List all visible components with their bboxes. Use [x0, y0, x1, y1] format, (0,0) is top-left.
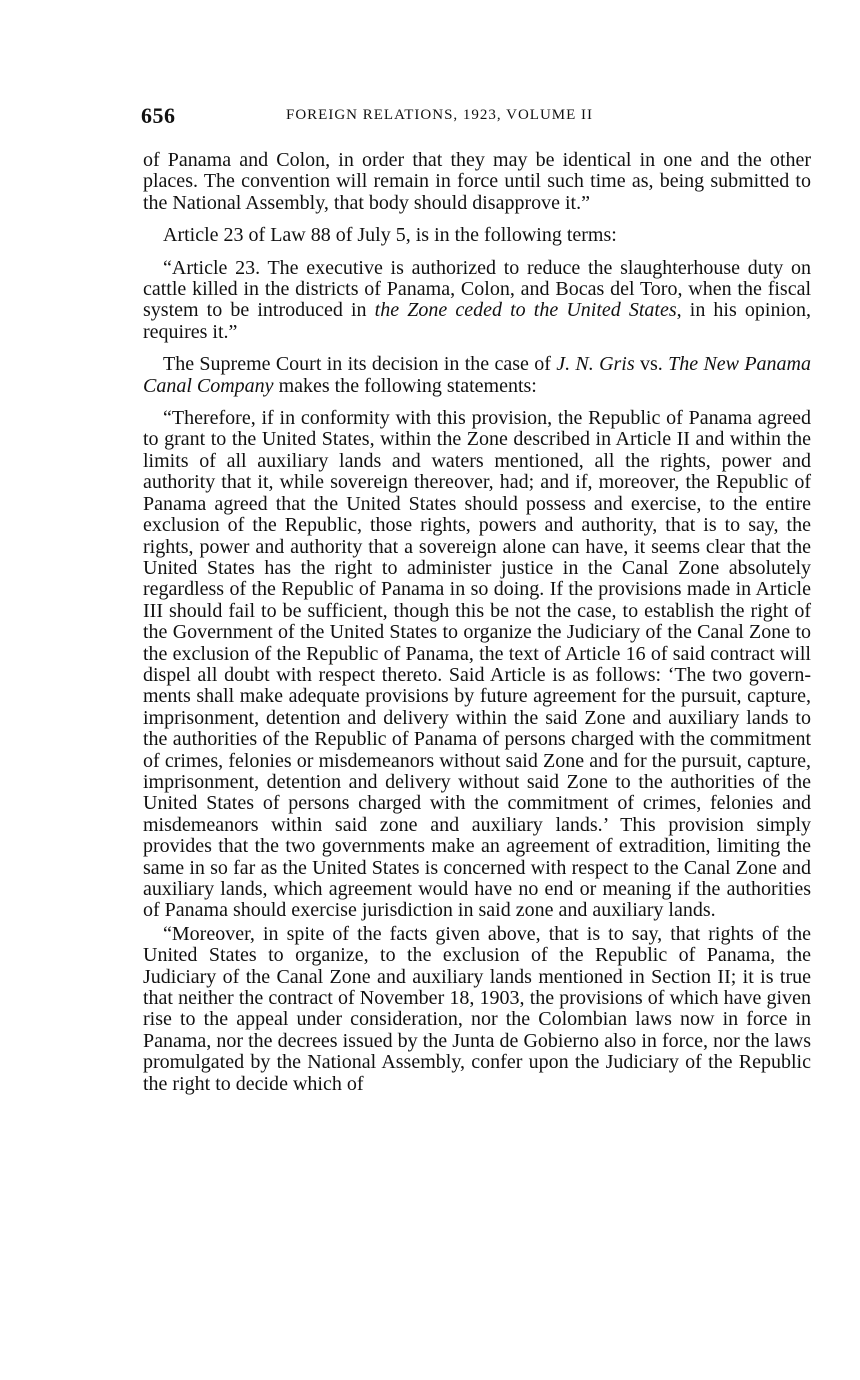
case-name-defendant: The New Panama Canal Company	[143, 353, 811, 397]
court-text-end: makes the following statements:	[273, 374, 537, 397]
paragraph-article-23-quote	[143, 258, 811, 344]
running-title: FOREIGN RELATIONS, 1923, VOLUME II	[286, 107, 594, 123]
paragraph-continuation: of Panama and Colon, in order that they may be identical in one and the other places. The convention will remain in force until such time as, being submitted to the National Assembly, that body should disapprove it.”	[143, 149, 811, 214]
paragraph-supreme-court	[143, 354, 811, 397]
court-text: The Supreme Court in its decision in the case of	[163, 353, 557, 376]
paragraph-article-intro: Article 23 of Law 88 of July 5, is in the following terms:	[163, 224, 617, 247]
paragraph-court-quote-1: “Therefore, if in conformity with this provision, the Republic of Panama agreed to grant to the United States, within the Zone described in Article II and within the limits of all auxiliary lands and waters mentioned, all the rights, power and authority that it, while sovereign thereover, had; and if, moreover, the Republic of Panama agreed that the United States should possess and exercise, to the entire exclusion of the Republic, those rights, powers and authority, that is to say, the rights, power and authority that a sovereign alone can have, it seems clear that the United States has the right to administer justice in the Canal Zone absolutely regardless of the Republic of Panama in so doing. If the provisions made in Article III should fail to be sufficient, though this be not the case, to establish the right of the Government of the United States to organize the Judiciary of the Canal Zone to the exclusion of the Republic of Panama, the text of Article 16 of said contract will dispel all doubt with respect thereto. Said Article is as follows: ‘The two governments shall make adequate provisions by future agreement for the pursuit, capture, imprisonment, detention and delivery within the said Zone and auxiliary lands to the authorities of the Republic of Panama of persons charged with the commitment of crimes, felonies or misdemeanors without said Zone and for the pursuit, capture, imprisonment, detention and delivery without said Zone to the authorities of the United States of persons charged with the commitment of crimes, felonies and misdemeanors within said zone and auxiliary lands.’ This provision simply provides that the two governments make an agreement of extradition, limiting the same in so far as the United States is concerned with respect to the Canal Zone and auxiliary lands, which agreement would have no end or meaning if the authorities of Panama should exercise jurisdiction in said zone and auxiliary lands.	[143, 407, 811, 922]
quote-text: “Article 23. The executive is authorized to reduce the slaughterhouse duty on cattle killed in the districts of Panama, Colon, and Bocas del Toro, when the fiscal system to be introduced in	[143, 256, 811, 322]
versus-text: vs.	[634, 353, 669, 376]
emphasis-zone: the Zone ceded to the United States	[374, 299, 677, 322]
case-name-plaintiff: J. N. Gris	[556, 353, 635, 376]
paragraph-court-quote-2: “Moreover, in spite of the facts given above, that is to say, that rights of the United States to organize, to the exclusion of the Republic of Panama, the Judiciary of the Canal Zone and auxiliary lands mentioned in Section II; it is true that neither the contract of November 18, 1903, the provisions of which have given rise to the appeal under consideration, nor the Colombian laws now in force in Panama, nor the decrees issued by the Junta de Gobierno also in force, nor the laws promulgated by the National Assembly, confer upon the Judiciary of the Republic the right to decide which of	[143, 922, 811, 1095]
page-number: 656	[141, 103, 176, 128]
body-text	[143, 150, 811, 1095]
page-header	[141, 103, 811, 133]
quote-text-end: , in his opinion, requires it.”	[143, 299, 812, 343]
